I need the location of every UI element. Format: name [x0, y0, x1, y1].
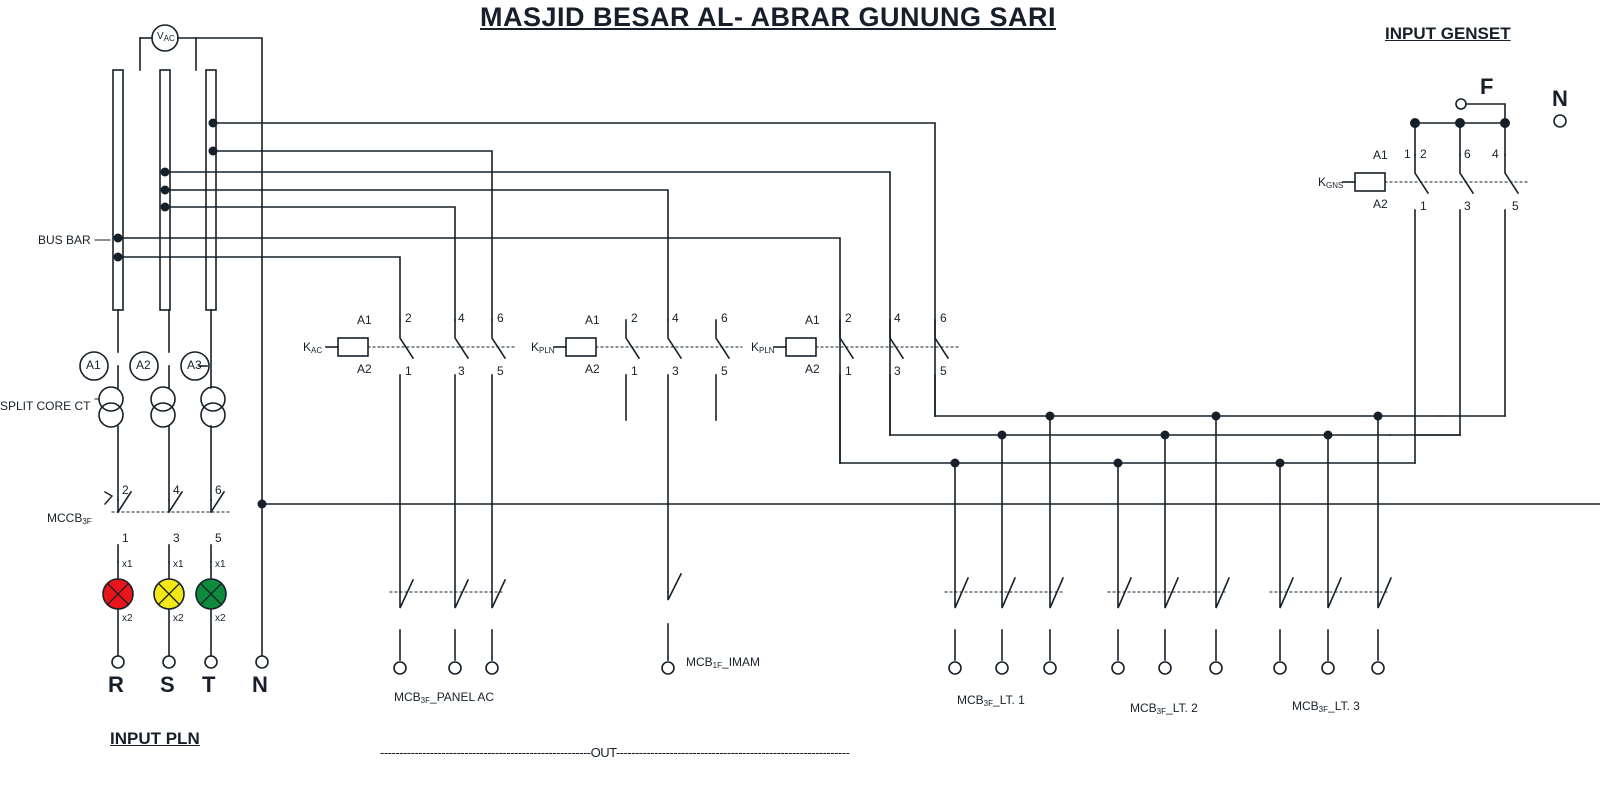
ammeter-a1-label: A1: [86, 358, 101, 372]
terminal-lt3-2: [1322, 662, 1334, 674]
kgns-t2: 2: [1420, 147, 1427, 161]
kpln1-b5: 5: [721, 364, 728, 378]
neutral-label-right: N: [1552, 86, 1568, 111]
ammeter-a2-label: A2: [136, 358, 151, 372]
output-label-mcb-lt3: $MCB_{3F}\_LT$. 3: [1292, 699, 1360, 714]
kpln1-a2: A2: [585, 362, 600, 376]
phase-label-s: S: [160, 672, 175, 697]
kpln2-b1: 1: [845, 364, 852, 378]
page-title: MASJID BESAR AL- ABRAR GUNUNG SARI: [480, 2, 1057, 32]
output-label-mcb-lt1: $MCB_{3F}\_LT$. 1: [957, 693, 1025, 708]
kpln1-a1: A1: [585, 313, 600, 327]
mccb-terminal-6: 6: [215, 483, 222, 497]
terminal-lt2-2: [1159, 662, 1171, 674]
kac-t4: 4: [458, 311, 465, 325]
terminal-r: [112, 656, 124, 668]
ammeter-a3-label: A3: [187, 358, 202, 372]
terminal-t: [205, 656, 217, 668]
mccb-terminal-4: 4: [173, 483, 180, 497]
lamp-red-x1: x1: [122, 559, 133, 570]
output-label-mcb-lt2: $MCB_{3F}\_LT$. 2: [1130, 701, 1198, 716]
mccb-terminal-2: 2: [122, 483, 129, 497]
kpln2-t4: 4: [894, 311, 901, 325]
phase-label-t: T: [202, 672, 216, 697]
kgns-b1: 1: [1420, 199, 1427, 213]
terminal-s: [163, 656, 175, 668]
contactor-kgns-label: $K_{GNS}$: [1318, 175, 1344, 190]
header-input-pln: INPUT PLN: [110, 729, 200, 748]
output-label-mcb-imam: $MCB_{1F}\_IMAM$: [686, 655, 761, 670]
terminal-lt2-3: [1210, 662, 1222, 674]
terminal-lt1-1: [949, 662, 961, 674]
label-bus-bar: BUS BAR: [38, 233, 91, 247]
kpln1-t4: 4: [672, 311, 679, 325]
mccb-terminal-3: 3: [173, 531, 180, 545]
mccb-label: $MCCB_{3F}$: [47, 511, 92, 526]
kgns-a2: A2: [1373, 197, 1388, 211]
bus-bar-r: [113, 70, 123, 310]
phase-label-r: R: [108, 672, 124, 697]
kac-b3: 3: [458, 364, 465, 378]
kpln2-a1: A1: [805, 313, 820, 327]
label-split-core-ct: SPLIT CORE CT: [0, 399, 91, 413]
kgns-a1: A1: [1373, 148, 1388, 162]
ct-r-bot: [99, 403, 123, 427]
terminal-lt1-3: [1044, 662, 1056, 674]
lamp-red-x2: x2: [122, 613, 133, 624]
phase-label-n: N: [252, 672, 268, 697]
lamp-green-x2: x2: [215, 613, 226, 624]
kpln2-t6: 6: [940, 311, 947, 325]
kpln2-b3: 3: [894, 364, 901, 378]
kac-a1: A1: [357, 313, 372, 327]
coil-kpln-2: [786, 338, 816, 356]
mccb-terminal-1: 1: [122, 531, 129, 545]
ct-t-bot: [201, 403, 225, 427]
kac-t6: 6: [497, 311, 504, 325]
kgns-b3: 3: [1464, 199, 1471, 213]
contactor-kpln2-label: $K_{PLN}$: [751, 340, 775, 355]
coil-kac: [338, 338, 368, 356]
terminal-lt3-1: [1274, 662, 1286, 674]
lamp-yellow-x1: x1: [173, 559, 184, 570]
terminal-ac-1: [394, 662, 406, 674]
kac-b5: 5: [497, 364, 504, 378]
kac-b1: 1: [405, 364, 412, 378]
lamp-green-x1: x1: [215, 559, 226, 570]
kgns-t6: 6: [1464, 147, 1471, 161]
terminal-lt3-3: [1372, 662, 1384, 674]
kpln1-t2: 2: [631, 311, 638, 325]
lamp-yellow-x2: x2: [173, 613, 184, 624]
kgns-b5: 5: [1512, 199, 1519, 213]
kpln1-b1: 1: [631, 364, 638, 378]
terminal-n: [256, 656, 268, 668]
kac-t2: 2: [405, 311, 412, 325]
mccb-terminal-5: 5: [215, 531, 222, 545]
output-label-mcb-panel-ac: $MCB_{3F}\_PANEL$ AC: [394, 690, 495, 705]
coil-kpln-1: [566, 338, 596, 356]
contactor-kac-label: $K_{AC}$: [303, 340, 323, 355]
kac-a2: A2: [357, 362, 372, 376]
terminal-ac-2: [449, 662, 461, 674]
kpln2-a2: A2: [805, 362, 820, 376]
terminal-lt1-2: [996, 662, 1008, 674]
terminal-imam: [662, 662, 674, 674]
kpln1-b3: 3: [672, 364, 679, 378]
header-input-genset: INPUT GENSET: [1385, 24, 1511, 43]
ct-s-bot: [151, 403, 175, 427]
terminal-n-right: [1554, 115, 1566, 127]
fuse-label-f: F: [1480, 74, 1494, 99]
voltmeter-label: $V_{AC}$: [157, 31, 175, 43]
kpln2-t2: 2: [845, 311, 852, 325]
terminal-ac-3: [486, 662, 498, 674]
kpln1-t6: 6: [721, 311, 728, 325]
kpln2-b5: 5: [940, 364, 947, 378]
kgns-t1: 1: [1404, 147, 1411, 161]
contactor-kpln1-label: $K_{PLN}$: [531, 340, 555, 355]
fuse-terminal: [1456, 99, 1466, 109]
out-divider: -------------------------------------------------------OUT-------------------------------------------------------------: [380, 745, 850, 760]
kgns-t4: 4: [1492, 147, 1499, 161]
terminal-lt2-1: [1112, 662, 1124, 674]
coil-kgns: [1355, 173, 1385, 191]
